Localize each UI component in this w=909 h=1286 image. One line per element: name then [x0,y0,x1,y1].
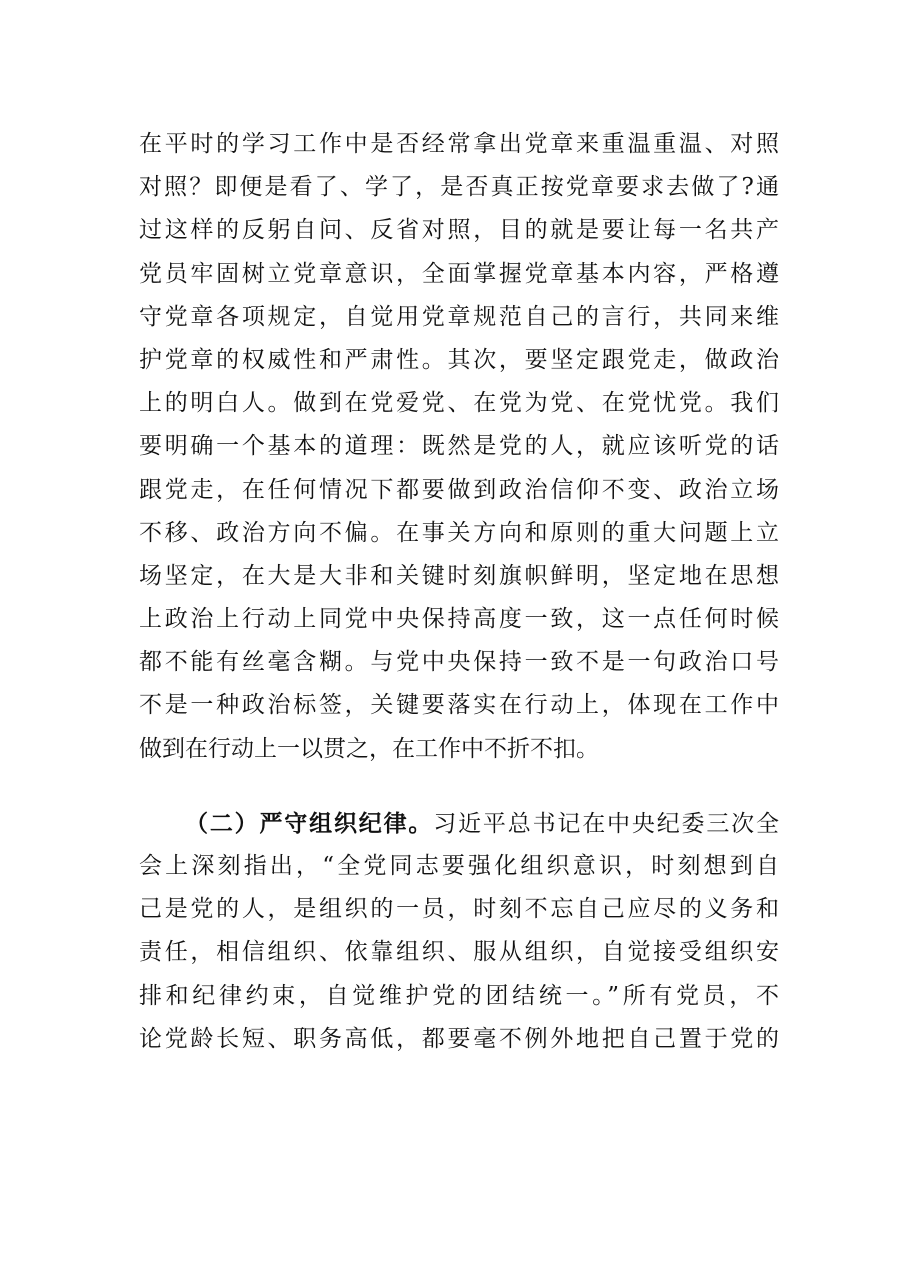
text-line: 上的明白人。做到在党爱党、在党为党、在党忧党。我们 [139,390,779,417]
text-line: 过这样的反躬自问、反省对照，目的就是要让每一名共产 [139,217,779,244]
text-line: 要明确一个基本的道理：既然是党的人，就应该听党的话 [139,433,779,460]
text-line: 场坚定，在大是大非和关键时刻旗帜鲜明，坚定地在思想 [139,562,779,589]
text-line: 护党章的权威性和严肃性。其次，要坚定跟党走，做政治 [139,346,779,373]
text-line: 都不能有丝毫含糊。与党中央保持一致不是一句政治口号 [139,649,779,676]
text-line: 论党龄长短、职务高低，都要毫不例外地把自己置于党的 [139,1025,779,1052]
text-line: 对照？即便是看了、学了，是否真正按党章要求去做了?通 [139,174,779,201]
text-line: 党员牢固树立党章意识，全面掌握党章基本内容，严格遵 [139,260,779,287]
text-line-first [139,802,779,845]
paragraph-gap [139,771,779,802]
section-heading: （二）严守组织纪律。 [185,809,434,837]
paragraph-1 [139,123,779,771]
document-body [139,123,779,1061]
text-line: 在平时的学习工作中是否经常拿出党章来重温重温、对照 [139,131,779,157]
text-line: 守党章各项规定，自觉用党章规范自己的言行，共同来维 [139,303,779,330]
text-line-last: 做到在行动上一以贯之，在工作中不折不扣。 [139,735,599,762]
text-line: 己是党的人，是组织的一员，时刻不忘自己应尽的义务和 [139,896,779,923]
text-line-rest: 习近平总书记在中央纪委三次全 [433,810,779,837]
text-line: 上政治上行动上同党中央保持高度一致，这一点任何时候 [139,606,779,633]
text-line: 跟党走，在任何情况下都要做到政治信仰不变、政治立场 [139,476,779,503]
text-line: 责任，相信组织、依靠组织、服从组织，自觉接受组织安 [139,939,779,966]
text-line: 不移、政治方向不偏。在事关方向和原则的重大问题上立 [139,519,779,546]
paragraph-2 [139,802,779,1061]
text-line: 不是一种政治标签，关键要落实在行动上，体现在工作中 [139,692,779,719]
text-line: 会上深刻指出，“全党同志要强化组织意识，时刻想到自 [139,853,779,879]
text-line: 排和纪律约束，自觉维护党的团结统一。”所有党员，不 [139,982,779,1009]
